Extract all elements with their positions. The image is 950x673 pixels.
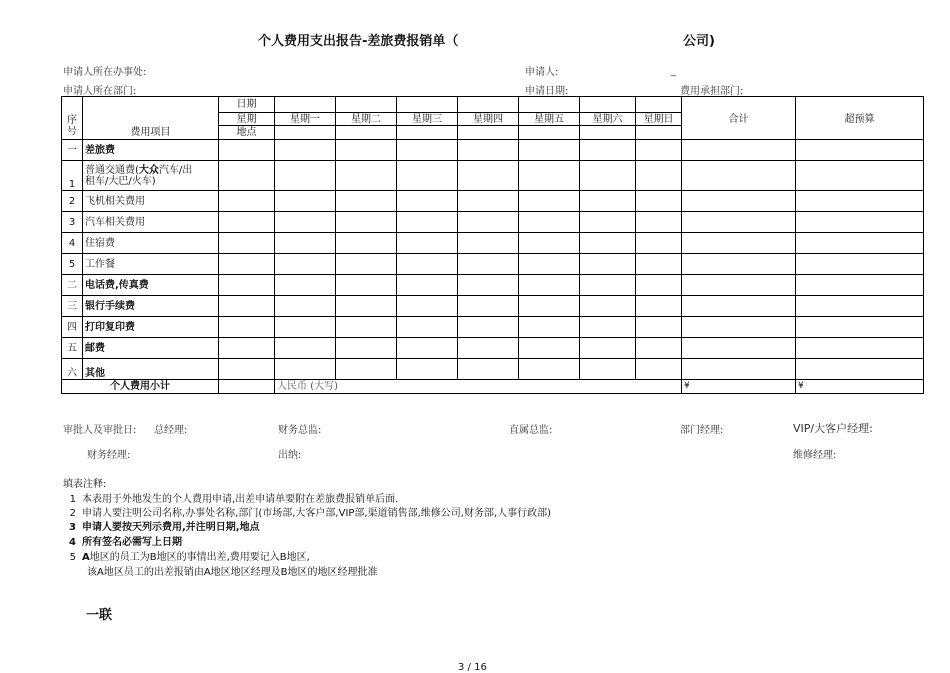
finance-director-label: 财务总监: (278, 425, 322, 436)
over-cell[interactable] (796, 296, 924, 317)
weekday-label: 星期 (219, 113, 275, 126)
subtotal-cell[interactable] (219, 380, 275, 394)
amount-cell[interactable] (458, 212, 519, 233)
place-cell[interactable] (458, 126, 519, 140)
amount-cell[interactable] (397, 254, 458, 275)
seq-header: 序 (62, 113, 83, 126)
row-item-part: 租车/大巴/火车) (85, 175, 156, 187)
table-row (62, 296, 924, 317)
amount-cell[interactable] (397, 212, 458, 233)
amount-cell[interactable] (397, 359, 458, 380)
amount-cell[interactable] (636, 191, 682, 212)
dept-label: 申请人所在部门: (63, 86, 137, 97)
amount-cell[interactable] (219, 359, 275, 380)
table-row (62, 140, 924, 161)
amount-cell[interactable] (580, 161, 636, 191)
notes-heading: 填表注释: (63, 479, 107, 490)
row-seq: 三 (62, 296, 83, 317)
apply-date-label: 申请日期: (525, 86, 569, 97)
over-cell[interactable] (796, 275, 924, 296)
amount-cell[interactable] (275, 359, 336, 380)
note-continuation: 该A地区员工的出差报销由A地区地区经理及B地区的地区经理批准 (87, 567, 378, 578)
amount-cell[interactable] (636, 359, 682, 380)
table-row (62, 338, 924, 359)
amount-cell[interactable] (275, 233, 336, 254)
amount-cell[interactable] (636, 254, 682, 275)
amount-cell[interactable] (519, 317, 580, 338)
amount-cell[interactable] (336, 338, 397, 359)
row-item: 打印复印费 (83, 317, 219, 338)
applicant-label: 申请人: (525, 67, 559, 78)
row-seq: 一 (62, 140, 83, 161)
amount-cell[interactable] (336, 140, 397, 161)
total-cell[interactable] (682, 275, 796, 296)
over-cell[interactable] (796, 191, 924, 212)
amount-cell[interactable] (219, 317, 275, 338)
table-row (62, 161, 924, 191)
amount-cell[interactable] (636, 296, 682, 317)
cost-dept-label: 费用承担部门: (680, 86, 744, 97)
amount-cell[interactable] (397, 161, 458, 191)
note-text: 地区的员工为B地区的事情出差,费用要记入B地区, (89, 552, 310, 563)
vip-manager-label: VIP/大客户经理: (793, 422, 873, 435)
note-num: 2 (69, 508, 76, 519)
amount-cell[interactable] (336, 359, 397, 380)
amount-cell[interactable] (275, 161, 336, 191)
amount-cell[interactable] (397, 275, 458, 296)
note-item (66, 548, 310, 563)
total-cell[interactable] (682, 317, 796, 338)
office-label: 申请人所在办事处: (63, 67, 147, 78)
amount-cell[interactable] (519, 140, 580, 161)
over-cell[interactable] (796, 359, 924, 380)
over-cell[interactable] (796, 212, 924, 233)
row-item: 工作餐 (83, 254, 219, 275)
amount-cell[interactable] (275, 212, 336, 233)
note-item (66, 533, 182, 548)
row-seq: 二 (62, 275, 83, 296)
amount-cell[interactable] (219, 233, 275, 254)
amount-cell[interactable] (458, 317, 519, 338)
amount-cell[interactable] (219, 254, 275, 275)
note-text: 本表用于外地发生的个人费用申请,出差申请单要附在差旅费报销单后面. (82, 494, 399, 505)
amount-cell[interactable] (275, 275, 336, 296)
amount-cell[interactable] (336, 275, 397, 296)
amount-cell[interactable] (275, 296, 336, 317)
amount-cell[interactable] (636, 317, 682, 338)
amount-cell[interactable] (219, 296, 275, 317)
place-cell[interactable] (275, 126, 336, 140)
amount-cell[interactable] (580, 140, 636, 161)
seq-header-bottom: 号 (62, 126, 83, 140)
item-header: 费用项目 (83, 126, 219, 140)
weekday-header: 星期四 (458, 113, 519, 126)
note-text: 申请人要注明公司名称,办事处名称,部门(市场部,大客户部,VIP部,渠道销售部,维修公司,财务部,人事行政部) (82, 508, 552, 519)
amount-cell[interactable] (458, 254, 519, 275)
amount-cell[interactable] (519, 296, 580, 317)
amount-cell[interactable] (219, 191, 275, 212)
amount-cell[interactable] (580, 317, 636, 338)
date-cell[interactable] (636, 97, 682, 113)
amount-cell[interactable] (519, 212, 580, 233)
weekday-header: 星期二 (336, 113, 397, 126)
amount-cell[interactable] (636, 212, 682, 233)
amount-cell[interactable] (636, 140, 682, 161)
row-seq: 四 (62, 317, 83, 338)
over-header-cell (796, 97, 924, 113)
amount-cell[interactable] (519, 161, 580, 191)
table-row (62, 233, 924, 254)
table-row (62, 212, 924, 233)
amount-cell[interactable] (397, 296, 458, 317)
place-label: 地点 (219, 126, 275, 140)
weekday-header: 星期三 (397, 113, 458, 126)
amount-cell[interactable] (458, 233, 519, 254)
repair-manager-label: 维修经理: (793, 450, 837, 461)
weekday-header: 星期日 (636, 113, 682, 126)
page-number: 3 / 16 (458, 662, 487, 673)
row-seq: 5 (62, 254, 83, 275)
row-item: 银行手续费 (83, 296, 219, 317)
row-item: 汽车相关费用 (83, 212, 219, 233)
rmb-capital-cell[interactable] (275, 380, 682, 394)
amount-cell[interactable] (580, 191, 636, 212)
seq-header-cell (62, 97, 83, 113)
place-cell[interactable] (580, 126, 636, 140)
amount-cell[interactable] (458, 191, 519, 212)
amount-cell[interactable] (275, 317, 336, 338)
amount-cell[interactable] (219, 338, 275, 359)
amount-cell[interactable] (336, 296, 397, 317)
note-num: 1 (69, 494, 76, 505)
dept-manager-label: 部门经理: (680, 425, 724, 436)
amount-cell[interactable] (580, 275, 636, 296)
subtotal-row (62, 380, 924, 394)
date-cell[interactable] (580, 97, 636, 113)
amount-cell[interactable] (519, 338, 580, 359)
amount-cell[interactable] (336, 212, 397, 233)
amount-cell[interactable] (458, 161, 519, 191)
amount-cell[interactable] (336, 191, 397, 212)
amount-cell[interactable] (397, 338, 458, 359)
table-row (62, 191, 924, 212)
copy-label: 一联 (86, 608, 113, 623)
amount-cell[interactable] (580, 296, 636, 317)
total-cell[interactable] (682, 140, 796, 161)
row-item-part: 普通交通费( (85, 164, 139, 176)
over-cell[interactable] (796, 338, 924, 359)
over-budget-header: 超预算 (796, 113, 924, 126)
over-cell[interactable] (796, 140, 924, 161)
row-item: 电话费,传真费 (83, 275, 219, 296)
amount-cell[interactable] (219, 161, 275, 191)
row-seq: 五 (62, 338, 83, 359)
over-header-bottom (796, 126, 924, 140)
over-cell[interactable] (796, 161, 924, 191)
total-cell[interactable] (682, 254, 796, 275)
amount-cell[interactable] (219, 140, 275, 161)
amount-cell[interactable] (519, 275, 580, 296)
date-cell[interactable] (397, 97, 458, 113)
direct-director-label: 直属总监: (509, 425, 553, 436)
over-cell[interactable] (796, 317, 924, 338)
amount-cell[interactable] (275, 338, 336, 359)
row-item-part: 汽车/出 (158, 164, 193, 176)
total-cell[interactable] (682, 338, 796, 359)
amount-cell[interactable] (275, 191, 336, 212)
amount-cell[interactable] (580, 212, 636, 233)
amount-cell[interactable] (397, 191, 458, 212)
total-cell[interactable] (682, 191, 796, 212)
form-title: 个人费用支出报告-差旅费报销单（ (258, 34, 459, 49)
table-row (62, 254, 924, 275)
row-seq: 1 (62, 161, 83, 191)
amount-cell[interactable] (397, 233, 458, 254)
total-header-bottom (682, 126, 796, 140)
finance-manager-label: 财务经理: (87, 450, 131, 461)
total-header: 合计 (682, 113, 796, 126)
applicant-value: _ (671, 66, 676, 77)
row-item: 邮费 (83, 338, 219, 359)
amount-cell[interactable] (636, 275, 682, 296)
subtotal-label: 个人费用小计 (62, 380, 219, 394)
amount-cell[interactable] (458, 359, 519, 380)
total-cell[interactable] (682, 212, 796, 233)
amount-cell[interactable] (458, 338, 519, 359)
note-item (66, 518, 260, 533)
amount-cell[interactable] (519, 233, 580, 254)
total-cell[interactable] (682, 359, 796, 380)
row-item: 差旅费 (83, 140, 219, 161)
amount-cell[interactable] (275, 254, 336, 275)
amount-cell[interactable] (519, 254, 580, 275)
row-seq: 3 (62, 212, 83, 233)
row-item: 其他 (83, 359, 219, 380)
row-item: 飞机相关费用 (83, 191, 219, 212)
amount-cell[interactable] (519, 359, 580, 380)
amount-cell[interactable] (580, 359, 636, 380)
note-item (66, 504, 551, 519)
amount-cell[interactable] (636, 161, 682, 191)
amount-cell[interactable] (397, 140, 458, 161)
yen-total[interactable]: ¥ (682, 380, 796, 394)
amount-cell[interactable] (636, 338, 682, 359)
gm-label: 总经理: (154, 425, 188, 436)
row-item: 住宿费 (83, 233, 219, 254)
cashier-label: 出纳: (278, 450, 302, 461)
amount-cell[interactable] (397, 317, 458, 338)
note-text-bold: A (82, 552, 90, 563)
place-cell[interactable] (336, 126, 397, 140)
over-cell[interactable] (796, 254, 924, 275)
amount-cell[interactable] (458, 275, 519, 296)
amount-cell[interactable] (336, 161, 397, 191)
place-cell[interactable] (636, 126, 682, 140)
table-row (62, 359, 924, 380)
date-cell[interactable] (275, 97, 336, 113)
note-num: 4 (69, 537, 76, 548)
yen-over[interactable]: ¥ (796, 380, 924, 394)
date-cell[interactable] (458, 97, 519, 113)
note-item (66, 490, 398, 505)
date-label: 日期 (219, 97, 275, 113)
amount-cell[interactable] (275, 140, 336, 161)
total-cell[interactable] (682, 161, 796, 191)
amount-cell[interactable] (336, 233, 397, 254)
row-seq: 2 (62, 191, 83, 212)
weekday-header: 星期一 (275, 113, 336, 126)
expense-table (61, 96, 924, 394)
row-item (83, 161, 219, 191)
weekday-header: 星期六 (580, 113, 636, 126)
amount-cell[interactable] (580, 233, 636, 254)
approver-label: 审批人及审批日: (63, 425, 137, 436)
rmb-label: 人民币 (大写) (277, 381, 338, 392)
total-header-cell (682, 97, 796, 113)
table-row (62, 317, 924, 338)
row-seq: 六 (62, 359, 83, 380)
note-num: 5 (69, 552, 76, 563)
amount-cell[interactable] (336, 317, 397, 338)
amount-cell[interactable] (219, 275, 275, 296)
weekday-header: 星期五 (519, 113, 580, 126)
total-cell[interactable] (682, 233, 796, 254)
amount-cell[interactable] (519, 191, 580, 212)
amount-cell[interactable] (458, 296, 519, 317)
row-item-part: 大众 (138, 164, 159, 176)
over-cell[interactable] (796, 233, 924, 254)
note-text: 所有签名必需写上日期 (82, 537, 182, 548)
form-title-suffix: 公司) (683, 34, 715, 49)
amount-cell[interactable] (219, 212, 275, 233)
place-cell[interactable] (519, 126, 580, 140)
table-row (62, 275, 924, 296)
date-cell[interactable] (336, 97, 397, 113)
amount-cell[interactable] (636, 233, 682, 254)
amount-cell[interactable] (580, 254, 636, 275)
note-text: 申请人要按天列示费用,并注明日期,地点 (82, 522, 260, 533)
item-header-spacer (83, 113, 219, 126)
item-header-cell (83, 97, 219, 113)
amount-cell[interactable] (458, 140, 519, 161)
amount-cell[interactable] (580, 338, 636, 359)
row-seq: 4 (62, 233, 83, 254)
note-num: 3 (69, 522, 76, 533)
total-cell[interactable] (682, 296, 796, 317)
date-cell[interactable] (519, 97, 580, 113)
amount-cell[interactable] (336, 254, 397, 275)
place-cell[interactable] (397, 126, 458, 140)
